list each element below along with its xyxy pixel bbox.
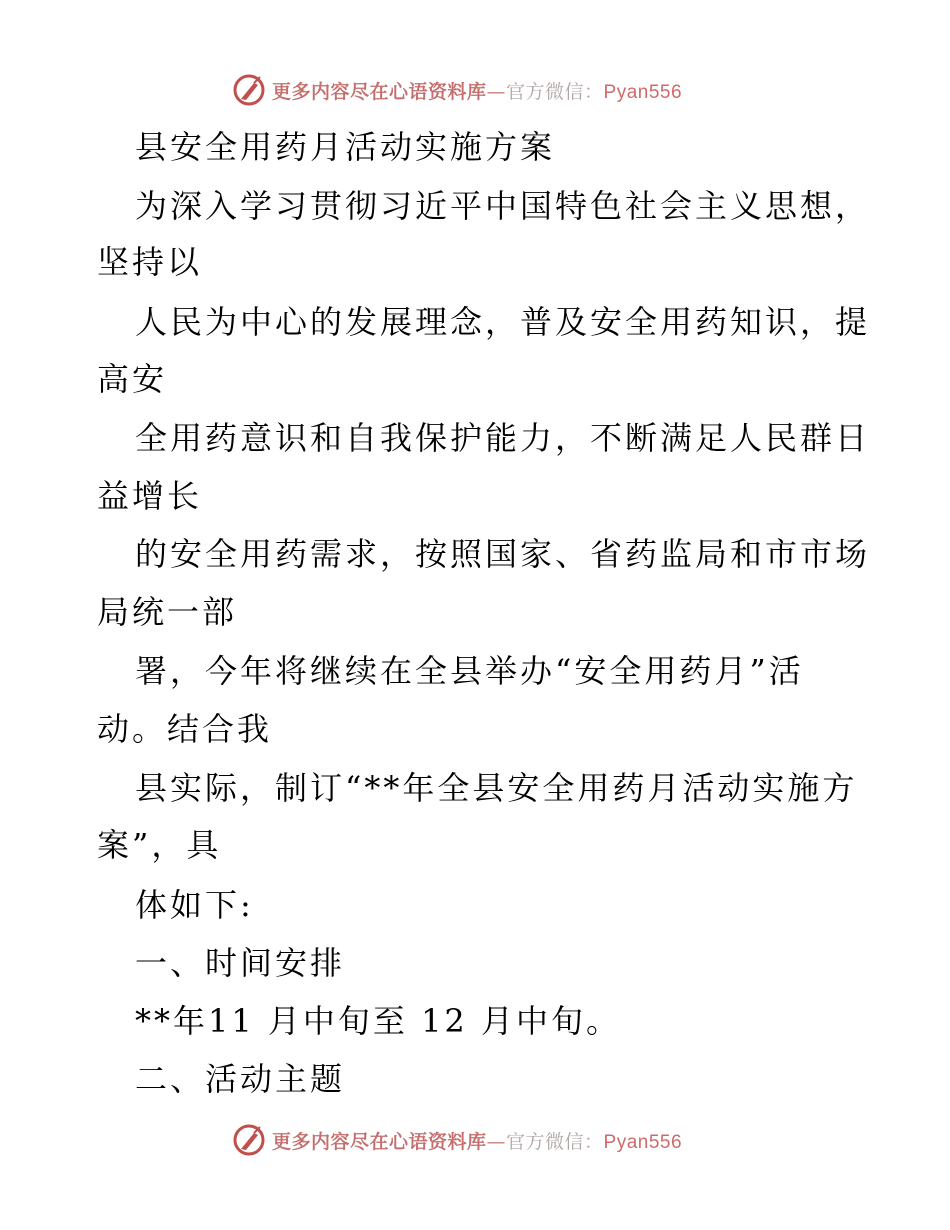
- banner-account: Pyan556: [603, 81, 683, 103]
- banner-account: Pyan556: [603, 1131, 683, 1153]
- quill-pen-logo-icon: [232, 1123, 266, 1157]
- document-title: 县安全用药月活动实施方案: [135, 128, 556, 166]
- banner-wechat-label: 官方微信：: [506, 80, 604, 103]
- banner-brand: 更多内容尽在心语资料库: [272, 1130, 487, 1153]
- banner-separator: —: [486, 1130, 507, 1153]
- paragraph-line: 的安全用药需求，按照国家、省药监局和市市场: [135, 535, 871, 573]
- banner-text: [272, 77, 682, 104]
- paragraph-line: 署，今年将继续在全县举办“安全用药月”活: [135, 652, 804, 690]
- banner-brand: 更多内容尽在心语资料库: [272, 80, 487, 103]
- section-heading: 一、时间安排: [135, 944, 346, 982]
- banner-wechat-label: 官方微信：: [506, 1130, 604, 1153]
- paragraph-line: 人民为中心的发展理念，普及安全用药知识，提: [135, 303, 871, 341]
- footer-banner: [232, 1122, 752, 1158]
- paragraph-line: 坚持以: [97, 243, 203, 281]
- paragraph-line: 益增长: [97, 477, 203, 515]
- section-heading: 二、活动主题: [135, 1060, 346, 1098]
- paragraph-line: 体如下:: [135, 886, 254, 924]
- paragraph-line: 为深入学习贯彻习近平中国特色社会主义思想，: [135, 187, 871, 225]
- banner-text: [272, 1127, 682, 1154]
- paragraph-line: 县实际，制订“**年全县安全用药月活动实施方: [135, 769, 858, 807]
- paragraph-line: 高安: [97, 360, 168, 398]
- paragraph-line: 动。结合我: [97, 710, 273, 748]
- paragraph-line: 全用药意识和自我保护能力，不断满足人民群日: [135, 419, 871, 457]
- quill-pen-logo-icon: [232, 73, 266, 107]
- header-banner: [232, 72, 752, 108]
- paragraph-line: 案”，具: [97, 826, 222, 864]
- paragraph-line: **年11 月中旬至 12 月中旬。: [135, 1002, 621, 1040]
- banner-separator: —: [486, 80, 507, 103]
- paragraph-line: 局统一部: [97, 593, 238, 631]
